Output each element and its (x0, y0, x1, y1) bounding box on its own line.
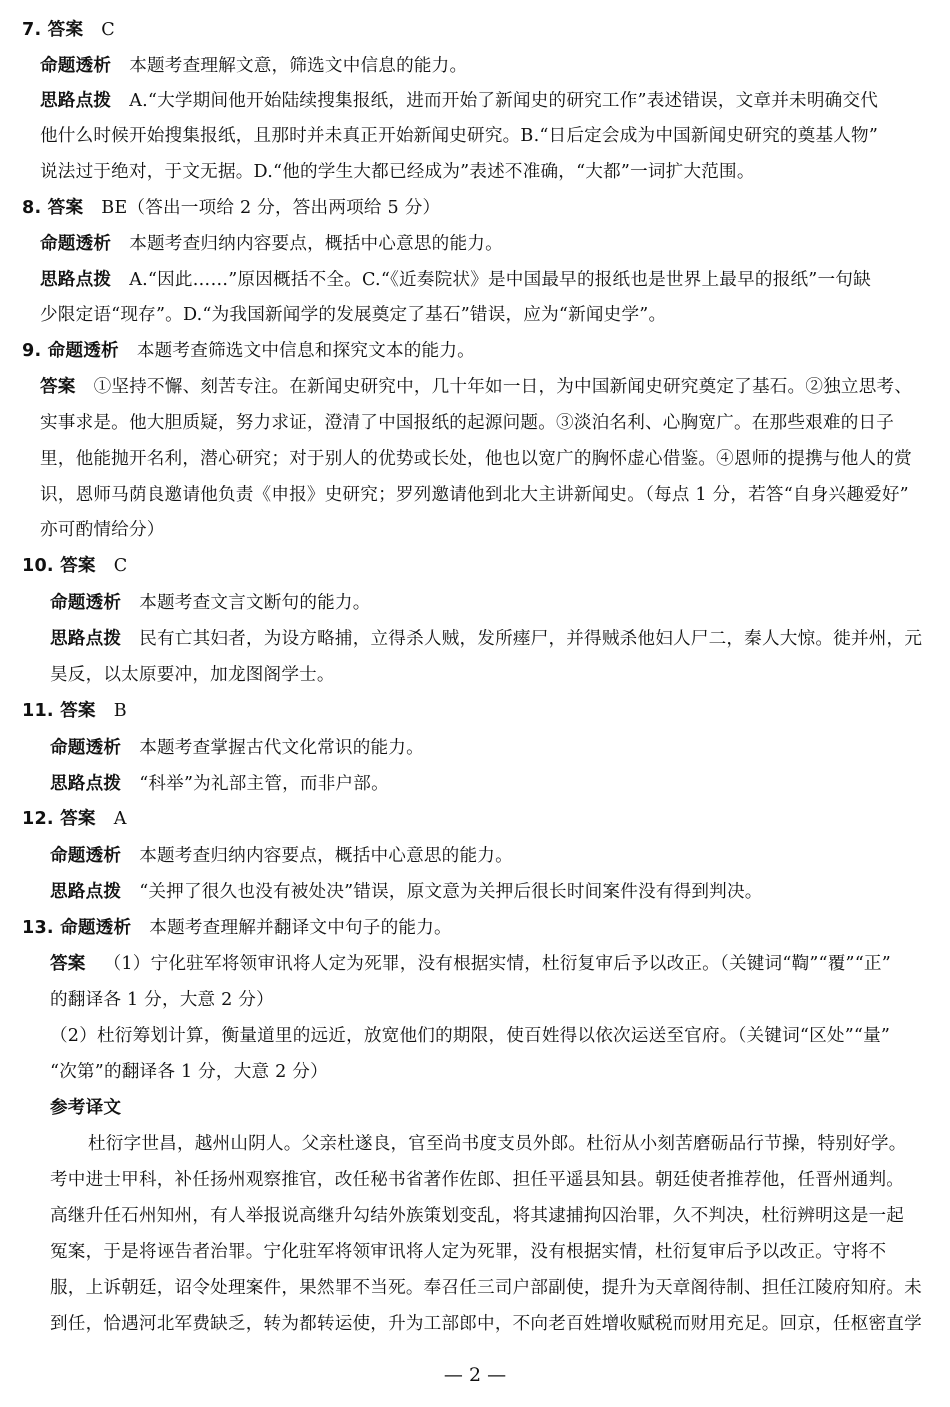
line-text: （2）杜衍筹划计算，衡量道里的远近，放宽他们的期限，使百姓得以依次运送至官府。（关键词“区处”“量” (50, 1026, 891, 1046)
line-text: 本题考查归纳内容要点，概括中心意思的能力。 (129, 234, 503, 254)
text-line (50, 846, 935, 866)
line-text: ①坚持不懈、刻苦专注。在新闻史研究中，几十年如一日，为中国新闻史研究奠定了基石。②独立思考、 (93, 377, 913, 397)
text-line (22, 701, 935, 721)
section-label: 思路点拨 (40, 91, 112, 111)
text-line (40, 162, 935, 182)
line-text: 本题考查文言文断句的能力。 (139, 593, 371, 613)
text-line (50, 593, 935, 613)
line-text: 少限定语“现存”。D.“为我国新闻学的发展奠定了基石”错误，应为“新闻史学”。 (40, 305, 667, 325)
text-line (40, 234, 935, 254)
line-text: C (113, 556, 128, 576)
line-text: 里，他能抛开名利，潜心研究；对于别人的优势或长处，他也以宽广的胸怀虚心借鉴。④恩师的提携与他人的赏 (40, 449, 912, 469)
section-label: 思路点拨 (40, 270, 112, 290)
text-line (22, 20, 935, 40)
section-label: 思路点拨 (50, 629, 122, 649)
line-text: 说法过于绝对，于文无据。D.“他的学生大都已经成为”表述不准确，“大都”一词扩大范围。 (40, 162, 755, 182)
text-line (50, 1062, 935, 1082)
text-line (22, 556, 935, 576)
text-line (40, 485, 935, 505)
line-text: A.“因此……”原因概括不全。C.“《近奏院状》是中国最早的报纸也是世界上最早的报纸”一句缺 (129, 270, 871, 290)
line-text: 本题考查筛选文中信息和探究文本的能力。 (136, 341, 475, 361)
line-text: C (101, 20, 115, 40)
section-label: 答案 (40, 377, 76, 397)
text-line (88, 1134, 948, 1154)
line-text: 亦可酌情给分） (40, 520, 165, 540)
line-text: BE（答出一项给 2 分，答出两项给 5 分） (101, 198, 441, 218)
line-text: A.“大学期间他开始陆续搜集报纸，进而开始了新闻史的研究工作”表述错误，文章并未明确交代 (129, 91, 879, 111)
line-text: 识，恩师马荫良邀请他负责《申报》史研究；罗列邀请他到北大主讲新闻史。（每点 1 分，若答“自身兴趣爱好” (40, 485, 909, 505)
line-text: 考中进士甲科，补任扬州观察推官，改任秘书省著作佐郎、担任平遥县知县。朝廷使者推荐他，任晋州通判。 (50, 1170, 905, 1190)
text-line (40, 305, 935, 325)
text-line (50, 1242, 935, 1262)
line-text: 的翻译各 1 分，大意 2 分） (50, 990, 274, 1010)
text-line (50, 990, 935, 1010)
text-line (40, 56, 935, 76)
section-label: 命题透析 (40, 56, 112, 76)
text-line (40, 270, 935, 290)
text-line (22, 918, 935, 938)
section-label: 思路点拨 (50, 882, 122, 902)
line-text: 冤案，于是将诬告者治罪。宁化驻军将领审讯将人定为死罪，没有根据实情，杜衍复审后予以改正。守将不 (50, 1242, 887, 1262)
text-line (50, 1314, 935, 1334)
line-text: （1）宁化驻军将领审讯将人定为死罪，没有根据实情，杜衍复审后予以改正。（关键词“鞫”“覆”“正” (103, 954, 891, 974)
section-label: 命题透析 (40, 234, 112, 254)
text-line (50, 738, 935, 758)
line-text: 本题考查掌握古代文化常识的能力。 (139, 738, 424, 758)
line-text: “科举”为礼部主管，而非户部。 (139, 774, 389, 794)
line-text: B (113, 701, 127, 721)
section-label: 命题透析 (50, 846, 122, 866)
section-label: 参考译文 (50, 1098, 122, 1118)
text-line (50, 665, 935, 685)
line-text: 到任，恰遇河北军费缺乏，转为都转运使，升为工部郎中，不向老百姓增收赋税而财用充足。回京，任枢密直学 (50, 1314, 922, 1334)
text-line (40, 413, 935, 433)
section-label: 命题透析 (50, 593, 122, 613)
text-line (50, 954, 935, 974)
text-line (50, 1026, 935, 1046)
text-line (22, 198, 935, 218)
text-line (40, 126, 935, 146)
text-line (50, 1206, 935, 1226)
text-line (40, 520, 935, 540)
text-line (22, 809, 935, 829)
section-label: 答案 (50, 954, 86, 974)
section-label: 9. 命题透析 (22, 341, 119, 361)
text-line (40, 91, 935, 111)
line-text: “关押了很久也没有被处决”错误，原文意为关押后很长时间案件没有得到判决。 (139, 882, 763, 902)
line-text: 他什么时候开始搜集报纸，且那时并未真正开始新闻史研究。B.“日后定会成为中国新闻史研究的奠基人物” (40, 126, 879, 146)
text-line (50, 1098, 935, 1118)
text-line (40, 377, 935, 397)
text-line (22, 341, 935, 361)
line-text: 本题考查理解并翻译文中句子的能力。 (149, 918, 452, 938)
section-label: 10. 答案 (22, 556, 96, 576)
section-label: 13. 命题透析 (22, 918, 132, 938)
section-label: 思路点拨 (50, 774, 122, 794)
text-line (40, 449, 935, 469)
text-line (50, 1278, 935, 1298)
line-text: 本题考查归纳内容要点，概括中心意思的能力。 (139, 846, 513, 866)
line-text: 本题考查理解文意，筛选文中信息的能力。 (129, 56, 468, 76)
text-line (50, 774, 935, 794)
section-label: 8. 答案 (22, 198, 84, 218)
line-text: 杜衍字世昌，越州山阴人。父亲杜遂良，官至尚书度支员外郎。杜衍从小刻苦磨砺品行节操，特别好学。 (88, 1134, 907, 1154)
section-label: 12. 答案 (22, 809, 96, 829)
line-text: 高继升任石州知州，有人举报说高继升勾结外族策划变乱，将其逮捕拘囚治罪，久不判决，杜衍辨明这是一起 (50, 1206, 905, 1226)
text-line (50, 1170, 935, 1190)
line-text: A (113, 809, 127, 829)
text-line (50, 882, 935, 902)
line-text: 服，上诉朝廷，诏令处理案件，果然罪不当死。奉召任三司户部副使，提升为天章阁待制、担任江陵府知府。未 (50, 1278, 922, 1298)
section-label: 7. 答案 (22, 20, 84, 40)
section-label: 命题透析 (50, 738, 122, 758)
page-number: — 2 — (443, 1364, 507, 1386)
section-label: 11. 答案 (22, 701, 96, 721)
text-line (50, 629, 935, 649)
line-text: 民有亡其妇者，为设方略捕，立得杀人贼，发所瘗尸，并得贼杀他妇人尸二，秦人大惊。徙并州，元 (139, 629, 923, 649)
line-text: 实事求是。他大胆质疑，努力求证，澄清了中国报纸的起源问题。③淡泊名利、心胸宽广。在那些艰难的日子 (40, 413, 895, 433)
line-text: “次第”的翻译各 1 分，大意 2 分） (50, 1062, 328, 1082)
line-text: 昊反，以太原要冲，加龙图阁学士。 (50, 665, 335, 685)
